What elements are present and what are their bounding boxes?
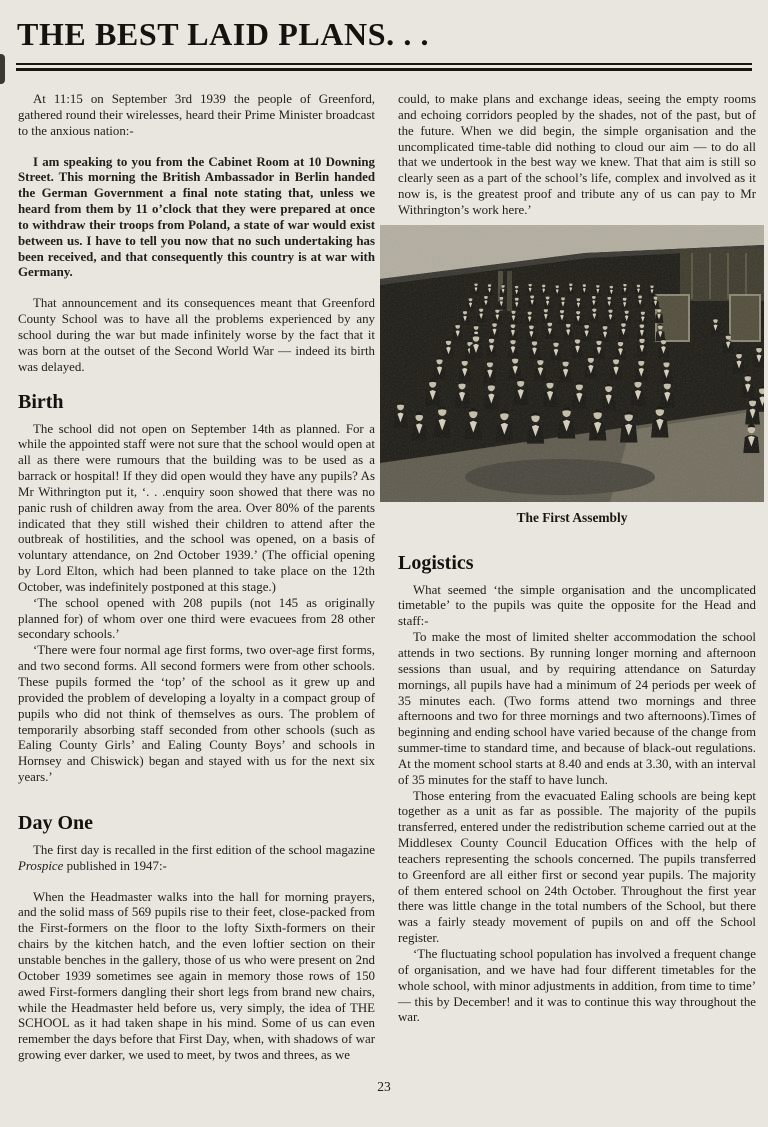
photo-caption: The First Assembly bbox=[516, 509, 628, 525]
scan-artifact bbox=[0, 54, 5, 84]
broadcast-quote: I am speaking to you from the Cabinet Room at 10 Downing Street. This morning the British Ambassador in Berlin handed the German Government a final note stating that, unless we heard from them by 11 o’clock that they were prepared at once to withdraw their troops from Poland, a state of war would exist between us. I have to tell you now that no such undertaking has been received, and that consequently this country is at war with Germany. bbox=[18, 154, 375, 280]
magazine-name: Prospice bbox=[18, 858, 64, 873]
day-one-intro-pre: The first day is recalled in the first edition of the school magazine bbox=[33, 842, 375, 857]
page-number: 23 bbox=[377, 1079, 391, 1094]
day-one-intro-post: published in 1947:- bbox=[63, 858, 167, 873]
announcement-paragraph: That announcement and its consequences meant that Greenford County School was to have all the problems experienced by any school during the war but made infinitely worse by the fact that it was born at the outset of the Second World War — indeed its birth was delayed. bbox=[18, 296, 375, 374]
first-assembly-figure bbox=[380, 225, 764, 526]
section-heading-birth: Birth bbox=[18, 390, 64, 413]
logistics-paragraph-1: What seemed ‘the simple organisation and the uncomplicated timetable’ to the pupils was quite the opposite for the Head and staff:- bbox=[398, 582, 756, 629]
logistics-paragraph-3: Those entering from the evacuated Ealing schools are being kept together as a unit as far as possible. The majority of the pupils transferred, entered under the redistribution scheme carried out at the Middlesex County Council Education Offices with the help of teachers representing the schools concerned. The pupils transferred to Greenford are all either first or second year pupils. The majority of them entered school on 24th October. Throughout the first year there was little change in the total numbers of the School, but there was a fairly steady movement of pupils on and off the School register. bbox=[398, 788, 756, 946]
section-heading-logistics: Logistics bbox=[398, 551, 474, 574]
right-column bbox=[398, 92, 756, 1026]
day-one-intro bbox=[18, 843, 375, 875]
intro-paragraph: At 11:15 on September 3rd 1939 the people of Greenford, gathered round their wirelesses, heard their Prime Minister broadcast to the anxious nation:- bbox=[18, 92, 375, 138]
logistics-paragraph-4: ‘The fluctuating school population has involved a frequent change of organisation, and we have had four different timetables for the whole school, with minor adjustments in addition, from time to time’ — this by December! and it was to continue this way throughout the war. bbox=[398, 947, 756, 1025]
continuation-paragraph: could, to make plans and exchange ideas, seeing the empty rooms and echoing corridors peopled by the shades, not of the past, but of the future. When we did begin, the simple organisation and the uncomplicated time-table did nothing to cloud our aim — to do all that we undertook in the best way we knew. That that aim is still so clearly seen as a part of the school’s life, complex and involved as it now is, is the greatest proof and tribute any of us can pay to Mr Withrington’s work here.’ bbox=[398, 92, 756, 217]
section-heading-day-one: Day One bbox=[18, 811, 93, 834]
day-one-paragraph: When the Headmaster walks into the hall for morning prayers, and the solid mass of 569 pupils rise to their feet, close-packed from the First-formers on the floor to the lofty Sixth-formers on their chairs by the kitchen hatch, and the even loftier section on their unstable benches in the gallery, those of us who were present on 2nd October 1939 sometimes see again in memory those rows of 150 awed First-formers dangling their short legs from brand new chairs, while the Headmaster held before us, very simply, the idea of THE SCHOOL as it had taken shape in his mind. Some of us can even remember the days before that First Day, when, with shadows of war growing ever darker, we used to meet, by twos and threes, as we bbox=[18, 889, 375, 1063]
title-rule bbox=[16, 63, 752, 71]
first-assembly-photo bbox=[380, 225, 764, 502]
birth-paragraph-3: ‘There were four normal age first forms, two over-age first forms, and two second forms. All second formers were from other schools. These pupils formed the ‘top’ of the school as it grew up and provided the problem of developing a loyalty in a compact group of pupils who did not think of themselves as ours. The problem of temporarily absorbing staff seconded from other schools (such as Ealing County Girls’ and Ealing County Boys’ and schools in Hornsey and Chiswick) began and stayed with us for the next six years.’ bbox=[18, 643, 375, 785]
birth-paragraph-2: ‘The school opened with 208 pupils (not 145 as originally planned for) of whom over one third were evacuees from 28 other secondary schools.’ bbox=[18, 595, 375, 642]
birth-paragraph-1: The school did not open on September 14th as planned. For a while the appointed staff were not sure that the school would open at all as there were rumours that the building was to be used as a barrack or hospital! If they did open would they have any pupils? As Mr Withrington put it, ‘. . .enquiry soon showed that there was no panic rush of children away from the area. Over 80% of the parents indicated that they still wished their children to attend after the outbreak of hostilities, and the school was opened, on a basis of voluntary attendance, on 2nd October 1939.’ (The official opening by Lord Elton, which had been planned to take place on the 12th October, was indefinitely postponed at this stage.) bbox=[18, 421, 375, 594]
left-column bbox=[18, 92, 375, 1064]
logistics-paragraph-2: To make the most of limited shelter accommodation the school attends in two sections. By running longer morning and afternoon sessions than usual, and by requiring attendance on Saturday mornings, all pupils have had a minimum of 24 periods per week of 35 minutes each. (Two forms attend two mornings and three afternoons and two for three mornings and two afternoons).Times of beginning and ending school have varied because of the change from summer-time to standard time, and because of black-out regulations. At the moment school starts at 8.40 and ends at 3.30, with an interval of 35 minutes for the staff to have lunch. bbox=[398, 630, 756, 787]
page-title: THE BEST LAID PLANS. . . bbox=[17, 16, 430, 52]
